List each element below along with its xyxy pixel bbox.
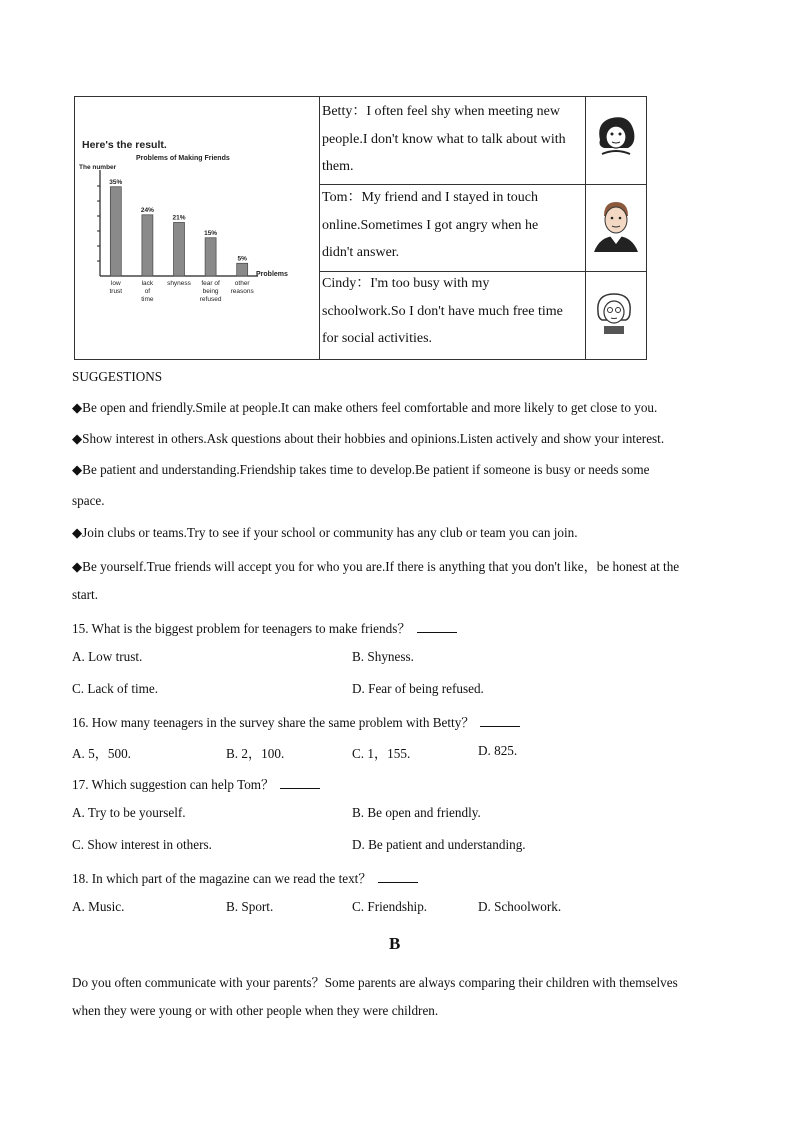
option: B. Be open and friendly. bbox=[352, 805, 481, 820]
option: C. 1，155. bbox=[352, 746, 411, 761]
suggestion-line: ◆Join clubs or teams.Try to see if your school or community has any club or team you can join. bbox=[72, 525, 578, 540]
option: D. Schoolwork. bbox=[478, 899, 562, 914]
option: D. Be patient and understanding. bbox=[352, 837, 526, 852]
question-number: 16. bbox=[72, 715, 89, 730]
bar-value-label: 15% bbox=[204, 229, 218, 237]
chart-bars bbox=[109, 179, 254, 303]
suggestions-heading: SUGGESTIONS bbox=[72, 369, 163, 384]
question-17 bbox=[72, 774, 320, 793]
question-number: 15. bbox=[72, 621, 89, 636]
option: A. Low trust. bbox=[72, 649, 143, 664]
option: B. Shyness. bbox=[352, 649, 414, 664]
category-label: other bbox=[234, 280, 250, 287]
question-18 bbox=[72, 868, 418, 887]
y-axis-label: The number bbox=[79, 164, 117, 171]
option: B. Sport. bbox=[226, 899, 274, 914]
question-number: 17. bbox=[72, 777, 89, 792]
category-label: reasons bbox=[230, 288, 254, 295]
option: D. Fear of being refused. bbox=[352, 681, 484, 696]
category-label: fear of bbox=[201, 280, 220, 287]
option: A. Music. bbox=[72, 899, 125, 914]
betty-avatar-icon bbox=[590, 110, 640, 160]
category-label: of bbox=[144, 288, 151, 295]
bar-value-label: 5% bbox=[237, 255, 247, 263]
question-text: What is the biggest problem for teenagers to make friends？ bbox=[91, 621, 411, 636]
bar-value-label: 21% bbox=[172, 214, 186, 222]
option: C. Lack of time. bbox=[72, 681, 159, 696]
question-16 bbox=[72, 712, 520, 731]
question-15 bbox=[72, 618, 457, 637]
chart-heading: Here's the result. bbox=[82, 139, 167, 151]
bar bbox=[142, 215, 153, 276]
option: C. Show interest in others. bbox=[72, 837, 212, 852]
question-text: How many teenagers in the survey share the same problem with Betty？ bbox=[91, 715, 475, 730]
chart-title: Problems of Making Friends bbox=[136, 155, 230, 162]
answer-blank[interactable] bbox=[480, 716, 520, 727]
paragraph-line: Do you often communicate with your parents？Some parents are always comparing their children with themselves bbox=[72, 975, 678, 990]
question-text: Which suggestion can help Tom？ bbox=[91, 777, 275, 792]
quote-betty: Betty：I often feel shy when meeting new people.I don't know what to talk about with them. bbox=[322, 104, 566, 174]
quote-cindy: Cindy：I'm too busy with my schoolwork.So I don't have much free time for social activities. bbox=[322, 276, 563, 346]
option: D. 825. bbox=[478, 743, 518, 758]
category-label: refused bbox=[199, 296, 222, 303]
option: A. Try to be yourself. bbox=[72, 805, 186, 820]
option: C. Friendship. bbox=[352, 899, 428, 914]
x-axis-label: Problems bbox=[256, 271, 288, 278]
section-b-heading: B bbox=[389, 934, 401, 953]
category-label: lack bbox=[141, 280, 154, 287]
bar-value-label: 24% bbox=[140, 206, 154, 214]
bar-value-label: 35% bbox=[109, 178, 123, 186]
bar bbox=[110, 187, 121, 276]
category-label: shyness bbox=[167, 280, 191, 287]
bar bbox=[174, 222, 185, 276]
category-label: being bbox=[202, 288, 219, 295]
suggestion-line: ◆Be yourself.True friends will accept you for who you are.If there is anything that you don't like，be honest at the bbox=[72, 559, 680, 574]
option: A. 5，500. bbox=[72, 746, 131, 761]
answer-blank[interactable] bbox=[378, 872, 418, 883]
problems-bar-chart bbox=[76, 126, 316, 326]
paragraph-line: when they were young or with other people when they were children. bbox=[72, 1003, 439, 1018]
category-label: trust bbox=[109, 288, 123, 295]
question-text: In which part of the magazine can we read the text？ bbox=[91, 871, 372, 886]
suggestion-line: space. bbox=[72, 493, 105, 508]
suggestion-line: ◆Be open and friendly.Smile at people.It can make others feel comfortable and more likely to get close to you. bbox=[72, 400, 658, 415]
suggestion-line: start. bbox=[72, 587, 99, 602]
question-number: 18. bbox=[72, 871, 89, 886]
answer-blank[interactable] bbox=[280, 778, 320, 789]
survey-table bbox=[74, 96, 647, 360]
suggestion-line: ◆Show interest in others.Ask questions about their hobbies and opinions.Listen actively and show your interest. bbox=[72, 431, 665, 446]
suggestion-line: ◆Be patient and understanding.Friendship takes time to develop.Be patient if someone is busy or needs some bbox=[72, 462, 650, 477]
bar bbox=[205, 238, 216, 276]
category-label: time bbox=[141, 296, 154, 303]
answer-blank[interactable] bbox=[417, 622, 457, 633]
cindy-avatar-icon bbox=[592, 288, 636, 338]
quote-tom: Tom：My friend and I stayed in touch online.Sometimes I got angry when he didn't answer. bbox=[322, 190, 539, 260]
tom-avatar-icon bbox=[590, 196, 640, 254]
bar bbox=[237, 263, 248, 276]
category-label: low bbox=[110, 280, 121, 287]
option: B. 2，100. bbox=[226, 746, 285, 761]
